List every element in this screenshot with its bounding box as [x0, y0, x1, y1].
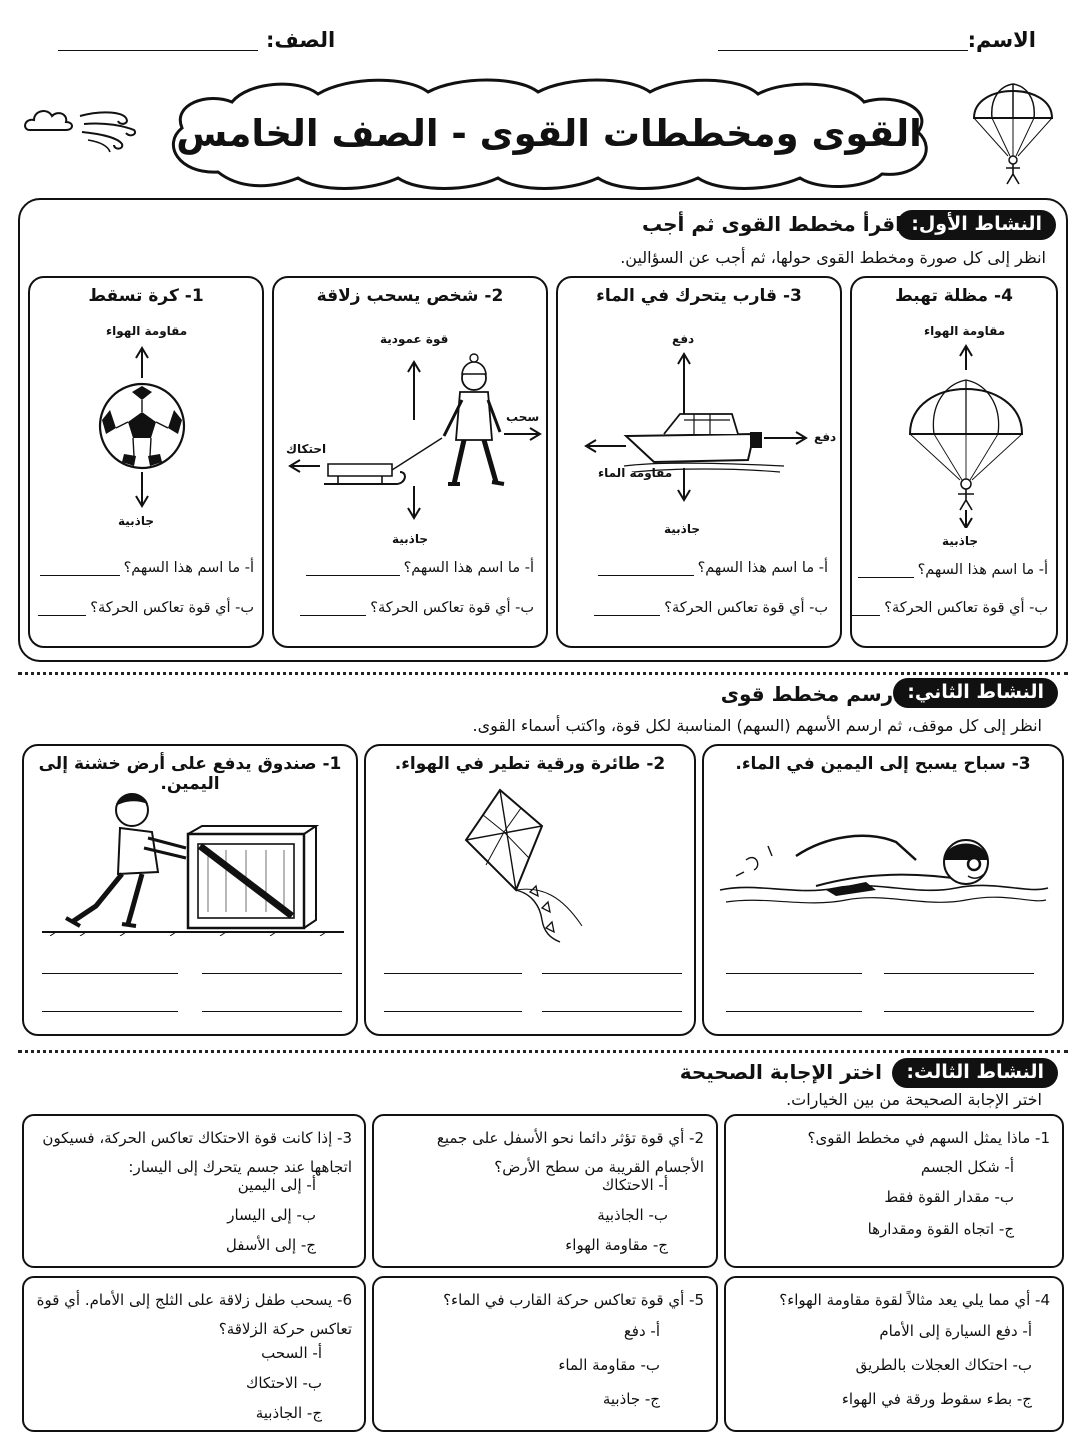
answer-b-field[interactable]: [38, 602, 86, 616]
question-a: أ- ما اسم هذا السهم؟: [697, 560, 828, 576]
card-boat: [556, 276, 842, 648]
question-text: 5- أي قوة تعاكس حركة القارب في الماء؟: [443, 1291, 704, 1309]
answer-line[interactable]: [384, 972, 522, 974]
label-gravity: جاذبية: [392, 532, 428, 546]
question-a: أ- ما اسم هذا السهم؟: [123, 560, 254, 576]
parachute-icon: [968, 76, 1058, 188]
box-push-picture: [40, 786, 346, 936]
activity1-section: [18, 198, 1068, 662]
label-push-up: دفع: [672, 332, 695, 346]
option-b[interactable]: ب- احتكاك العجلات بالطريق: [855, 1356, 1032, 1374]
option-a[interactable]: أ- دفع السيارة إلى الأمام: [879, 1322, 1032, 1340]
question-text: 1- ماذا يمثل السهم في مخطط القوى؟: [807, 1129, 1050, 1147]
answer-line[interactable]: [726, 1010, 862, 1012]
option-c[interactable]: ج- الجاذبية: [255, 1404, 322, 1422]
label-gravity: جاذبية: [942, 534, 978, 548]
label-air-resistance: مقاومة الهواء: [924, 324, 1006, 338]
question-b: ب- أي قوة تعاكس الحركة؟: [90, 600, 254, 616]
question-b: ب- أي قوة تعاكس الحركة؟: [664, 600, 828, 616]
activity2-badge: النشاط الثاني:: [893, 678, 1058, 708]
answer-a-field[interactable]: [40, 562, 120, 576]
answer-line[interactable]: [42, 1010, 178, 1012]
name-label: الاسم:: [967, 28, 1036, 52]
question-text: 4- أي مما يلي يعد مثالاً لقوة مقاومة الهواء؟: [779, 1291, 1050, 1309]
answer-a-field[interactable]: [598, 562, 694, 576]
card-box: [22, 744, 358, 1036]
answer-line[interactable]: [884, 1010, 1034, 1012]
card-title: 1- صندوق يدفع على أرض خشنة إلى اليمين.: [38, 754, 342, 794]
question-text: 2- أي قوة تؤثر دائما نحو الأسفل على جميع الأجسام القريبة من سطح الأرض؟: [436, 1129, 704, 1176]
section-divider: [18, 672, 1068, 675]
ball-diagram: [94, 344, 190, 516]
mc-question-4: [724, 1276, 1064, 1432]
boat-diagram: [584, 350, 814, 520]
answer-a-field[interactable]: [858, 564, 914, 578]
activity3-badge: النشاط الثالث:: [892, 1058, 1058, 1088]
answer-b-field[interactable]: [300, 602, 366, 616]
question-text: 3- إذا كانت قوة الاحتكاك تعاكس الحركة، فسيكون اتجاهها عند جسم يتحرك إلى اليسار:: [42, 1129, 352, 1176]
wind-icon: [22, 96, 140, 156]
card-title: 1- كرة تسقط: [88, 286, 204, 306]
activity2-title: ارسم مخطط قوى: [720, 682, 900, 706]
option-c[interactable]: ج- اتجاه القوة ومقدارها: [867, 1220, 1014, 1238]
question-b: ب- أي قوة تعاكس الحركة؟: [884, 600, 1048, 616]
label-gravity: جاذبية: [664, 522, 700, 536]
activity1-title: اقرأ مخطط القوى ثم أجب: [641, 212, 902, 236]
mc-question-5: [372, 1276, 718, 1432]
card-ball: [28, 276, 264, 648]
option-c[interactable]: ج- بطء سقوط ورقة في الهواء: [841, 1390, 1032, 1408]
option-a[interactable]: أ- السحب: [261, 1344, 322, 1362]
option-a[interactable]: أ- إلى اليمين: [237, 1176, 316, 1194]
answer-b-field[interactable]: [594, 602, 660, 616]
mc-question-1: [724, 1114, 1064, 1268]
answer-line[interactable]: [202, 1010, 342, 1012]
activity1-instruction: انظر إلى كل صورة ومخطط القوى حولها، ثم أجب عن السؤالين.: [620, 248, 1046, 267]
mc-question-3: [22, 1114, 366, 1268]
title-banner: [158, 74, 940, 192]
card-parachute: [850, 276, 1058, 648]
option-b[interactable]: ب- مقدار القوة فقط: [884, 1188, 1014, 1206]
answer-a-field[interactable]: [306, 562, 400, 576]
name-field[interactable]: [718, 50, 968, 51]
card-title: 2- طائرة ورقية تطير في الهواء.: [394, 754, 666, 774]
option-b[interactable]: ب- الاحتكاك: [245, 1374, 322, 1392]
page-title: القوى ومخططات القوى - الصف الخامس: [176, 111, 922, 155]
option-c[interactable]: ج- مقاومة الهواء: [565, 1236, 668, 1254]
label-pull: سحب: [506, 410, 540, 424]
label-push-right: دفع: [814, 430, 837, 444]
card-kite: [364, 744, 696, 1036]
option-b[interactable]: ب- إلى اليسار: [227, 1206, 316, 1224]
answer-b-field[interactable]: [850, 602, 880, 616]
question-a: أ- ما اسم هذا السهم؟: [917, 562, 1048, 578]
card-title: 4- مظلة تهبط: [895, 286, 1013, 306]
mc-question-2: [372, 1114, 718, 1268]
option-a[interactable]: أ- دفع: [623, 1322, 660, 1340]
card-sled: [272, 276, 548, 648]
class-field[interactable]: [58, 50, 258, 51]
option-a[interactable]: أ- الاحتكاك: [601, 1176, 668, 1194]
section-divider: [18, 1050, 1068, 1053]
answer-line[interactable]: [42, 972, 178, 974]
parachute-diagram: [906, 344, 1026, 528]
label-gravity: جاذبية: [118, 514, 154, 528]
answer-line[interactable]: [542, 972, 682, 974]
question-a: أ- ما اسم هذا السهم؟: [403, 560, 534, 576]
sled-diagram: [288, 352, 544, 530]
option-b[interactable]: ب- الجاذبية: [597, 1206, 668, 1224]
label-water-resistance: مقاومة الماء: [598, 466, 673, 480]
option-c[interactable]: ج- جاذبية: [602, 1390, 660, 1408]
option-a[interactable]: أ- شكل الجسم: [920, 1158, 1014, 1176]
card-title: 3- قارب يتحرك في الماء: [596, 286, 802, 306]
answer-line[interactable]: [884, 972, 1034, 974]
label-friction: احتكاك: [286, 442, 327, 456]
answer-line[interactable]: [384, 1010, 522, 1012]
card-title: 3- سباح يسبح إلى اليمين في الماء.: [735, 754, 1031, 774]
label-air-resistance: مقاومة الهواء: [106, 324, 188, 338]
mc-question-6: [22, 1276, 366, 1432]
label-normal-force: قوة عمودية: [380, 332, 449, 346]
activity2-instruction: انظر إلى كل موقف، ثم ارسم الأسهم (السهم) المناسبة لكل قوة، واكتب أسماء القوى.: [472, 716, 1042, 735]
answer-line[interactable]: [726, 972, 862, 974]
card-title: 2- شخص يسحب زلاقة: [316, 286, 504, 306]
card-swimmer: [702, 744, 1064, 1036]
question-b: ب- أي قوة تعاكس الحركة؟: [370, 600, 534, 616]
question-text: 6- يسحب طفل زلاقة على الثلج إلى الأمام. أي قوة تعاكس حركة الزلاقة؟: [36, 1291, 352, 1338]
answer-line[interactable]: [202, 972, 342, 974]
swimmer-picture: [716, 816, 1052, 926]
activity3-title: اختر الإجابة الصحيحة: [679, 1060, 882, 1084]
activity1-badge: النشاط الأول:: [897, 210, 1056, 240]
option-c[interactable]: ج- إلى الأسفل: [225, 1236, 316, 1254]
class-label: الصف:: [266, 28, 336, 52]
activity3-instruction: اختر الإجابة الصحيحة من بين الخيارات.: [786, 1090, 1042, 1109]
kite-picture: [452, 786, 612, 946]
answer-line[interactable]: [542, 1010, 682, 1012]
option-b[interactable]: ب- مقاومة الماء: [558, 1356, 660, 1374]
